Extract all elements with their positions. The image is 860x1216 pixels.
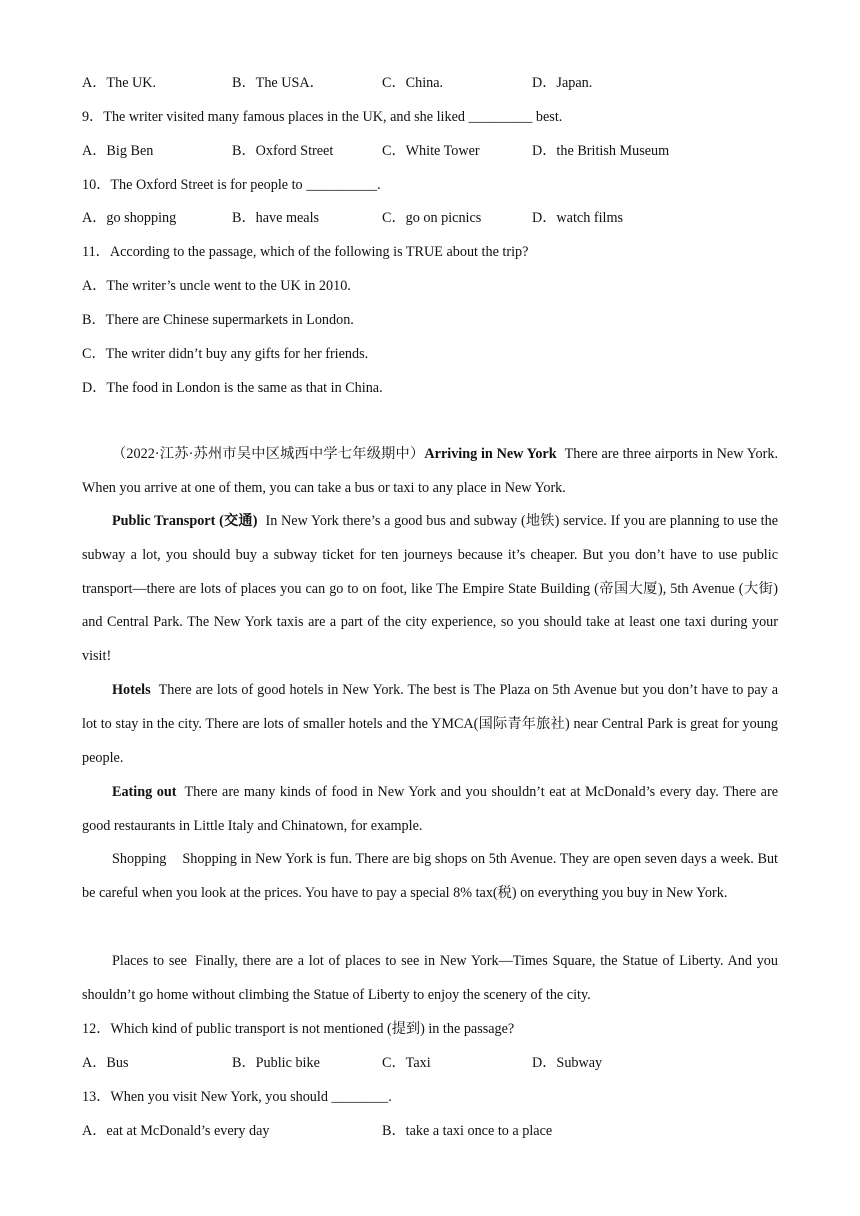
section-text: Finally, there are a lot of places to see in New York—Times Square, the Statue of Liberty. And you shouldn’t go home without climbing the Statue of Liberty to enjoy the scenery of the city.	[82, 953, 778, 1003]
q11-option-a: A．The writer’s uncle went to the UK in 2010.	[82, 278, 351, 294]
passage-intro-text: There are three airports in New York. When you arrive at one of them, you can take a bus or taxi to any place in New York.	[82, 446, 779, 496]
q10-option-a: A．go shopping	[82, 210, 177, 226]
q12-stem: 12．Which kind of public transport is not mentioned (提到) in the passage?	[82, 1021, 515, 1037]
section-text: There are many kinds of food in New York and you shouldn’t eat at McDonald’s every day. There are good restaurants in Little Italy and Chinatown, for example.	[82, 784, 778, 834]
passage-title: Arriving in New York	[424, 446, 557, 462]
passage-source: （2022·江苏·苏州市吴中区城西中学七年级期中）	[112, 446, 425, 462]
q12-option-a: A．Bus	[82, 1055, 129, 1071]
q11-option-c: C．The writer didn’t buy any gifts for her friends.	[82, 346, 369, 362]
q12-option-d: D．Subway	[532, 1055, 603, 1071]
q11-option-d: D．The food in London is the same as that in China.	[82, 380, 383, 396]
q12-option-b: B．Public bike	[232, 1055, 320, 1071]
q8-option-d: D．Japan.	[532, 75, 593, 91]
passage-intro	[82, 438, 778, 506]
q8-option-c: C．China.	[382, 75, 444, 91]
q13-option-b: B．take a taxi once to a place	[382, 1123, 553, 1139]
q10-option-b: B．have meals	[232, 210, 320, 226]
section-text: Shopping in New York is fun. There are big shops on 5th Avenue. They are open seven days a week. But be careful when you look at the prices. You have to pay a special 8% tax(税) on everything you buy in New York.	[82, 851, 778, 901]
q9-stem: 9．The writer visited many famous places in the UK, and she liked _________ best.	[82, 109, 563, 125]
section-heading: Public Transport (交通)	[112, 513, 258, 529]
q13-option-a: A．eat at McDonald’s every day	[82, 1123, 270, 1139]
section-heading: Hotels	[112, 682, 151, 698]
q12-option-c: C．Taxi	[382, 1055, 431, 1071]
section-places-to-see	[82, 945, 778, 1013]
q13-stem: 13．When you visit New York, you should ________.	[82, 1089, 392, 1105]
q9-option-b: B．Oxford Street	[232, 143, 334, 159]
q10-option-d: D．watch films	[532, 210, 624, 226]
section-hotels	[82, 674, 778, 775]
q9-option-d: D．the British Museum	[532, 143, 670, 159]
section-public-transport	[82, 505, 778, 674]
q8-option-b: B．The USA．	[232, 75, 324, 91]
section-text: In New York there’s a good bus and subway (地铁) service. If you are planning to use the subway a lot, you should buy a subway ticket for ten journeys because it’s cheaper. But you don’t have to use public transport—there are lots of places you can go to on foot, like The Empire State Building (帝国大厦), 5th Avenue (大街) and Central Park. The New York taxis are a part of the city experience, so you should take at least one taxi during your visit!	[82, 513, 778, 665]
q10-stem: 10．The Oxford Street is for people to __________.	[82, 177, 381, 193]
section-heading: Eating out	[112, 784, 177, 800]
section-eating-out	[82, 776, 778, 844]
section-heading: Places to see	[112, 953, 187, 969]
q10-option-c: C．go on picnics	[382, 210, 482, 226]
q9-option-a: A．Big Ben	[82, 143, 154, 159]
q11-option-b: B．There are Chinese supermarkets in London.	[82, 312, 354, 328]
section-text: There are lots of good hotels in New York. The best is The Plaza on 5th Avenue but you don’t have to pay a lot to stay in the city. There are lots of smaller hotels and the YMCA(国际青年旅社) near Central Park is great for young people.	[82, 682, 778, 766]
q11-stem: 11．According to the passage, which of the following is TRUE about the trip?	[82, 244, 529, 260]
q8-option-a: A．The UK.	[82, 75, 157, 91]
section-heading: Shopping	[112, 851, 167, 867]
section-shopping	[82, 843, 778, 911]
q9-option-c: C．White Tower	[382, 143, 480, 159]
